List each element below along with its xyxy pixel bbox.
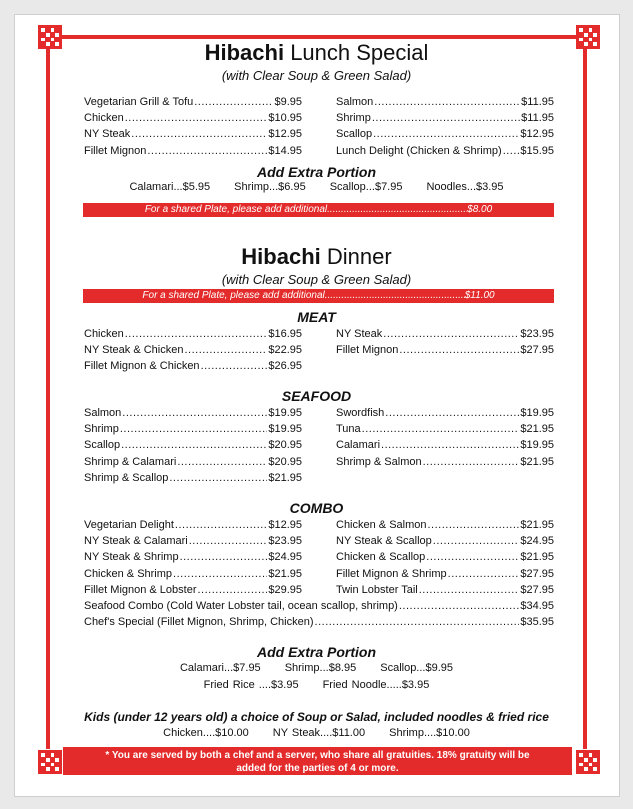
extra-item: Chicken....$10.00 [163, 727, 249, 739]
menu-item-name: Scallop [336, 128, 373, 141]
dinner-subtitle: (with Clear Soup & Green Salad) [221, 272, 412, 287]
menu-item-name: Scallop [84, 439, 121, 452]
dot-leader [433, 533, 520, 549]
menu-item-price: $16.95 [268, 328, 302, 340]
extra-item: Shrimp....$10.00 [389, 727, 470, 739]
menu-item-price: $21.95 [520, 519, 554, 531]
dinner-shared-leader [325, 289, 465, 303]
menu-item-price: $21.95 [520, 551, 554, 564]
menu-item-name: Vegetarian Delight [84, 519, 174, 531]
menu-item [84, 437, 302, 453]
extra-item: Shrimp...$6.95 [234, 181, 306, 193]
lunch-shared-text: For a shared Plate, please add additional [144, 204, 328, 215]
dinner-extras-line2 [0, 679, 633, 691]
menu-item [84, 533, 302, 549]
menu-item-name: Chicken & Scallop [336, 551, 426, 564]
lunch-shared-plate-band [83, 203, 554, 217]
menu-item-name: Lunch Delight (Chicken & Shrimp) [336, 144, 502, 157]
dot-leader [201, 358, 268, 374]
dot-leader [120, 421, 268, 437]
menu-item-price: $24.95 [268, 551, 302, 564]
menu-item-name: Chicken & Salmon [336, 519, 427, 531]
menu-item-price: $11.95 [521, 96, 554, 108]
menu-item [84, 326, 302, 342]
menu-item-name: Shrimp & Salmon [336, 455, 422, 468]
menu-item-price: $14.95 [268, 144, 302, 157]
menu-item-name: Salmon [84, 407, 122, 419]
menu-item-price: $12.95 [268, 519, 302, 531]
menu-item-name: Vegetarian Grill & Tofu [84, 96, 194, 108]
dot-leader [175, 517, 267, 533]
menu-item-name: Salmon [336, 96, 374, 108]
menu-item-name: Shrimp & Calamari [84, 455, 177, 468]
menu-item-price: $21.95 [268, 567, 302, 580]
extra-item: Scallop...$9.95 [380, 662, 454, 674]
extra-item: Scallop...$7.95 [329, 181, 403, 193]
dot-leader [194, 94, 273, 110]
menu-item-name: Chef's Special (Fillet Mignon, Shrimp, Chicken) [84, 616, 314, 629]
menu-item-name: Twin Lobster Tail [336, 583, 418, 596]
menu-item [336, 437, 554, 453]
lunch-title-bold: Hibachi [204, 40, 285, 65]
lunch-extra-heading: Add Extra Portion [256, 164, 376, 180]
dot-leader [362, 421, 520, 437]
menu-item [336, 405, 554, 421]
menu-item [336, 582, 554, 598]
extra-item: Calamari...$5.95 [129, 181, 211, 193]
menu-item-name: NY Steak & Shrimp [84, 551, 179, 564]
menu-item [336, 126, 554, 142]
dot-leader [169, 470, 267, 486]
menu-item-price: $9.95 [274, 96, 302, 108]
dinner-shared-plate-band [83, 289, 554, 303]
lunch-right-column [336, 94, 554, 159]
extra-item: Noodles...$3.95 [426, 181, 504, 193]
menu-item-name: Swordfish [336, 407, 385, 419]
combo-right-column [336, 517, 554, 598]
seafood-left-column [84, 405, 302, 486]
menu-item [336, 533, 554, 549]
menu-item-name: Calamari [336, 439, 381, 452]
dot-leader [125, 110, 268, 126]
menu-item-name: NY Steak & Chicken [84, 344, 184, 357]
menu-item-name: NY Steak & Scallop [336, 535, 432, 548]
dot-leader [399, 342, 519, 358]
menu-item-price: $34.95 [520, 600, 554, 612]
menu-item [336, 110, 554, 126]
menu-item-price: $21.95 [520, 423, 554, 436]
dot-leader [198, 582, 268, 598]
menu-item [84, 470, 302, 486]
menu-item [336, 326, 554, 342]
menu-item [84, 598, 554, 614]
menu-item-name: Fillet Mignon & Shrimp [336, 567, 447, 580]
combo-heading: COMBO [289, 500, 344, 516]
menu-item-name: Shrimp [336, 112, 371, 125]
lunch-left-column [84, 94, 302, 159]
corner-ornament-bl [38, 750, 62, 774]
kids-heading: Kids (under 12 years old) a choice of Soup or Salad, included noodles & fried rice [84, 710, 549, 724]
menu-item [84, 549, 302, 565]
menu-item-name: Fillet Mignon [336, 344, 399, 357]
menu-item [336, 342, 554, 358]
dot-leader [173, 566, 267, 582]
menu-item-price: $19.95 [268, 423, 302, 436]
menu-item [336, 549, 554, 565]
menu-item-price: $26.95 [268, 360, 302, 373]
menu-item [84, 566, 302, 582]
menu-item-name: Chicken & Shrimp [84, 567, 173, 580]
dinner-title [0, 244, 633, 270]
dot-leader [383, 326, 519, 342]
gratuity-footer-band [63, 747, 572, 775]
extra-item: Shrimp...$8.95 [284, 662, 357, 674]
dot-leader [177, 454, 267, 470]
menu-item-price: $20.95 [268, 455, 302, 468]
menu-item-price: $19.95 [268, 407, 302, 419]
top-border [50, 35, 583, 39]
combo-wide-column [84, 598, 554, 630]
seafood-heading: SEAFOOD [281, 388, 352, 404]
menu-item-name: NY Steak [84, 128, 131, 141]
menu-item-price: $23.95 [268, 535, 302, 548]
lunch-shared-leader [327, 203, 467, 217]
menu-item-price: $23.95 [520, 328, 554, 340]
dot-leader [131, 126, 267, 142]
dot-leader [121, 437, 267, 453]
menu-item-name: Seafood Combo (Cold Water Lobster tail, ocean scallop, shrimp) [84, 600, 398, 612]
menu-item [336, 517, 554, 533]
menu-item-price: $29.95 [268, 583, 302, 596]
menu-item-price: $27.95 [520, 344, 554, 357]
menu-item [336, 566, 554, 582]
lunch-extras [0, 181, 633, 193]
menu-item-name: Shrimp & Scallop [84, 471, 169, 484]
menu-item-name: Chicken [84, 112, 124, 125]
dot-leader [373, 126, 519, 142]
menu-item [84, 582, 302, 598]
lunch-title [0, 40, 633, 66]
dot-leader [372, 110, 520, 126]
menu-item-price: $12.95 [268, 128, 302, 141]
dot-leader [122, 405, 267, 421]
combo-left-column [84, 517, 302, 598]
dot-leader [184, 342, 267, 358]
meat-heading: MEAT [297, 309, 336, 325]
lunch-subtitle: (with Clear Soup & Green Salad) [221, 68, 412, 83]
menu-item-name: Fillet Mignon [84, 144, 147, 157]
dot-leader [399, 598, 519, 614]
dot-leader [189, 533, 268, 549]
dot-leader [448, 566, 520, 582]
footer-line2: added for the parties of 4 or more. [236, 763, 399, 774]
menu-item [336, 421, 554, 437]
menu-item-name: Fillet Mignon & Lobster [84, 583, 197, 596]
menu-item [84, 405, 302, 421]
lunch-shared-price: $8.00 [467, 204, 493, 215]
dinner-title-bold: Hibachi [241, 244, 321, 269]
menu-item-name: Shrimp [84, 423, 119, 436]
menu-item-price: $19.95 [520, 407, 554, 419]
menu-item [84, 358, 302, 374]
menu-item [84, 94, 302, 110]
menu-item-price: $10.95 [268, 112, 302, 125]
kids-items [0, 727, 633, 739]
menu-item-name: Tuna [336, 423, 361, 436]
dot-leader [147, 143, 267, 159]
dot-leader [503, 143, 520, 159]
dinner-title-rest: Dinner [326, 244, 392, 269]
menu-item [84, 421, 302, 437]
dinner-extra-heading: Add Extra Portion [256, 644, 376, 660]
menu-item-name: NY Steak & Calamari [84, 535, 188, 548]
seafood-right-column [336, 405, 554, 470]
menu-item [336, 454, 554, 470]
dot-leader [426, 549, 519, 565]
extra-item: Calamari...$7.95 [179, 662, 261, 674]
dot-leader [419, 582, 520, 598]
menu-item-price: $12.95 [520, 128, 554, 141]
dot-leader [423, 454, 520, 470]
dot-leader [374, 94, 520, 110]
dot-leader [125, 326, 268, 342]
dot-leader [381, 437, 519, 453]
menu-item [84, 143, 302, 159]
menu-item-price: $21.95 [268, 471, 302, 484]
lunch-title-rest: Lunch Special [290, 40, 429, 65]
dinner-shared-text: For a shared Plate, please add additional [142, 290, 325, 301]
dinner-extras-line1 [0, 662, 633, 674]
menu-item-price: $35.95 [520, 616, 554, 629]
menu-item-price: $22.95 [268, 344, 302, 357]
menu-item-name: Fillet Mignon & Chicken [84, 360, 200, 373]
footer-line1: * You are served by both a chef and a server, who share all gratuities. 18% gratuity will be [105, 750, 530, 761]
menu-item [84, 517, 302, 533]
menu-item-name: Chicken [84, 328, 124, 340]
menu-item [84, 454, 302, 470]
extra-item: NY Steak....$11.00 [272, 727, 366, 739]
dot-leader [315, 614, 520, 630]
menu-item [84, 342, 302, 358]
menu-item-price: $20.95 [268, 439, 302, 452]
extra-item: Fried Noodle.....$3.95 [322, 679, 430, 691]
menu-item [84, 614, 554, 630]
dot-leader [428, 517, 520, 533]
extra-item: Fried Rice ....$3.95 [203, 679, 299, 691]
menu-item [84, 126, 302, 142]
menu-item-price: $27.95 [520, 567, 554, 580]
meat-left-column [84, 326, 302, 375]
menu-item [336, 94, 554, 110]
corner-ornament-br [576, 750, 600, 774]
menu-item-price: $11.95 [521, 112, 554, 125]
menu-item-price: $15.95 [520, 144, 554, 157]
menu-item-price: $24.95 [520, 535, 554, 548]
dot-leader [180, 549, 268, 565]
dinner-shared-price: $11.00 [464, 290, 495, 301]
menu-item-price: $27.95 [520, 583, 554, 596]
dot-leader [385, 405, 519, 421]
menu-item-price: $21.95 [520, 455, 554, 468]
menu-item-name: NY Steak [336, 328, 383, 340]
menu-item [336, 143, 554, 159]
menu-item-price: $19.95 [520, 439, 554, 452]
meat-right-column [336, 326, 554, 358]
menu-item [84, 110, 302, 126]
